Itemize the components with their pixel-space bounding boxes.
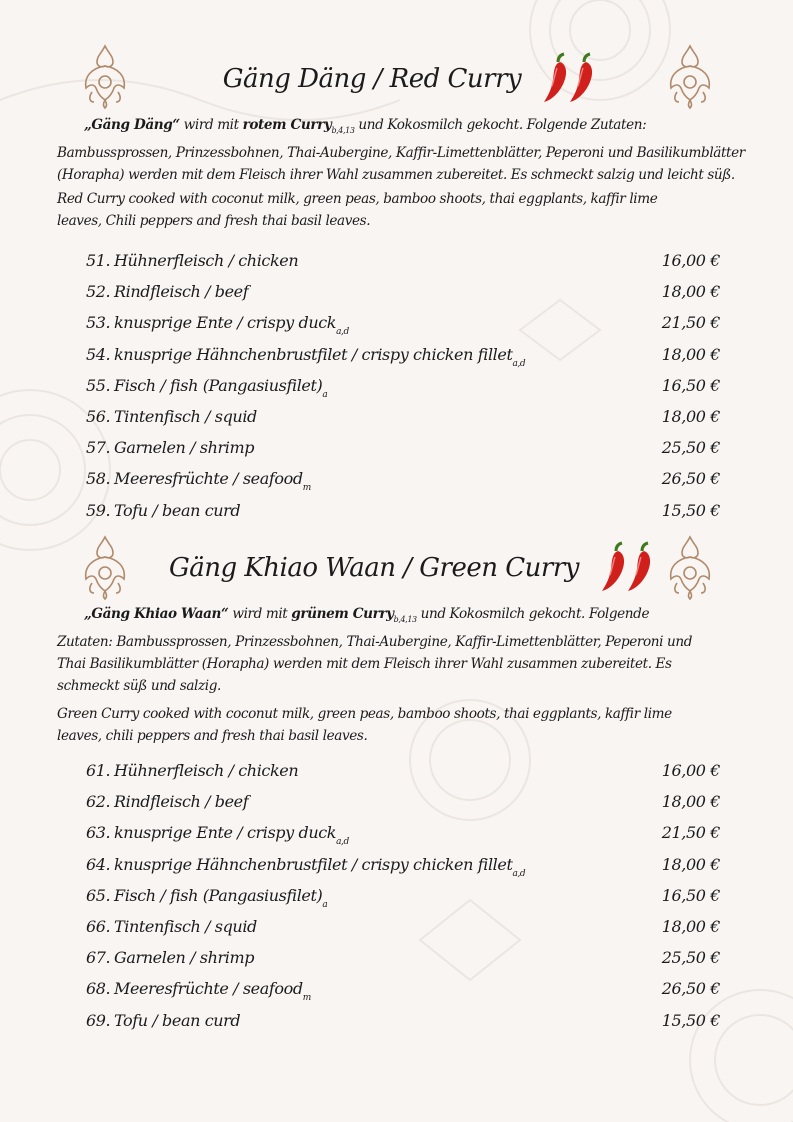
item-number: 55. [86, 375, 111, 395]
item-name: Meeresfrüchte / seafood [114, 979, 303, 999]
item-price: 18,00 € [661, 854, 720, 874]
item-name: Garnelen / shrimp [114, 948, 255, 968]
menu-item [86, 376, 720, 402]
description-german [57, 114, 747, 186]
item-name: knusprige Ente / crispy duck [114, 823, 337, 843]
item-number: 58. [86, 469, 111, 489]
item-name: Fisch / fish (Pangasiusfilet) [114, 375, 323, 395]
item-name: Tofu / bean curd [114, 1010, 241, 1030]
item-price: 15,50 € [661, 1010, 720, 1030]
chili-pepper-icon [598, 541, 664, 595]
item-price: 18,00 € [661, 282, 720, 302]
menu-item [86, 345, 720, 371]
item-number: 57. [86, 438, 111, 458]
menu-item [86, 438, 720, 464]
item-number: 54. [86, 344, 111, 364]
item-price: 16,00 € [661, 761, 720, 780]
item-price: 21,50 € [661, 823, 720, 843]
allergen-code: a,d [336, 327, 349, 338]
desc-text: und Kokosmilch gekocht. Folgende Zutaten: Bambussprossen, Prinzessbohnen, Thai-Aubergine, Kaffir-Limettenblätter, Peperoni und Thai Basilikumblätter (Horapha) werden mit dem Fleisch ihrer Wahl zusammen zubereitet. Es schmeckt süß und salzig. [57, 606, 693, 694]
description-english: Green Curry cooked with coconut milk, green peas, bamboo shoots, thai eggplants, kaffir lime leaves, chili peppers and fresh thai basil leaves. [57, 706, 672, 744]
item-name: Fisch / fish (Pangasiusfilet) [114, 885, 323, 905]
allergen-code: a [322, 389, 328, 400]
allergen-code: b,4,13 [393, 615, 417, 624]
item-name: Hühnerfleisch / chicken [114, 251, 299, 270]
menu-item [86, 979, 720, 1005]
menu-item [86, 282, 720, 308]
item-name: Tofu / bean curd [114, 500, 241, 520]
item-price: 26,50 € [661, 979, 720, 999]
menu-item [86, 501, 720, 527]
item-name: Rindfleisch / beef [114, 282, 249, 302]
item-price: 16,00 € [661, 251, 720, 270]
item-price: 16,50 € [661, 885, 720, 905]
desc-text: und Kokosmilch gekocht. Folgende Zutaten: Bambussprossen, Prinzessbohnen, Thai-Aubergine, Kaffir-Limettenblätter, Peperoni und Basilikumblätter (Horapha) werden mit dem Fleisch ihrer Wahl zusammen zubereitet. Es schmeckt salzig und leicht süß. [57, 117, 745, 183]
item-name: Meeresfrüchte / seafood [114, 469, 303, 489]
dish-name: „Gäng Däng“ [84, 117, 180, 133]
section-title: Gäng Khiao Waan / Green Curry [168, 553, 579, 583]
item-number: 65. [86, 885, 111, 905]
item-price: 18,00 € [661, 344, 720, 364]
item-price: 15,50 € [661, 500, 720, 520]
menu-item [86, 407, 720, 433]
item-number: 68. [86, 979, 111, 999]
menu-item [86, 886, 720, 912]
item-price: 25,50 € [661, 438, 720, 458]
allergen-code: a,d [336, 837, 349, 848]
menu-item [86, 469, 720, 495]
item-name: Garnelen / shrimp [114, 438, 255, 458]
curry-type: rotem Curry [242, 117, 332, 133]
item-name: Tintenfisch / squid [114, 407, 257, 426]
desc-text: wird mit [179, 117, 243, 133]
desc-text: wird mit [228, 606, 292, 622]
item-price: 18,00 € [661, 792, 720, 812]
description-german [57, 603, 697, 697]
section-header [0, 541, 793, 595]
allergen-code: m [302, 993, 311, 1004]
dish-name: „Gäng Khiao Waan“ [84, 606, 229, 622]
section-header [0, 52, 793, 106]
menu-item [86, 1011, 720, 1037]
item-price: 18,00 € [661, 407, 720, 426]
allergen-code: m [302, 483, 311, 494]
item-price: 16,50 € [661, 375, 720, 395]
allergen-code: a,d [512, 868, 526, 879]
item-number: 53. [86, 313, 111, 333]
item-name: Tintenfisch / squid [114, 917, 257, 936]
item-number: 62. [86, 792, 111, 812]
item-price: 21,50 € [661, 313, 720, 333]
menu-item [86, 855, 720, 881]
description-english: Red Curry cooked with coconut milk, green peas, bamboo shoots, thai eggplants, kaffir lime leaves, Chili peppers and fresh thai basil leaves. [57, 191, 658, 229]
item-name: Hühnerfleisch / chicken [114, 761, 299, 780]
item-number: 63. [86, 823, 111, 843]
item-price: 25,50 € [661, 948, 720, 968]
chili-pepper-icon [540, 52, 606, 106]
item-price: 26,50 € [661, 469, 720, 489]
item-number: 64. [86, 854, 111, 874]
item-name: knusprige Hähnchenbrustfilet / crispy chicken fillet [114, 854, 513, 874]
item-name: knusprige Ente / crispy duck [114, 313, 337, 333]
allergen-code: a,d [512, 358, 526, 369]
allergen-code: a [322, 899, 328, 910]
menu-item [86, 792, 720, 818]
menu-item [86, 823, 720, 849]
item-number: 56. [86, 407, 111, 426]
item-number: 66. [86, 917, 111, 936]
item-number: 61. [86, 761, 111, 780]
item-number: 51. [86, 251, 111, 270]
item-price: 18,00 € [661, 917, 720, 936]
item-number: 67. [86, 948, 111, 968]
curry-type: grünem Curry [291, 606, 394, 622]
item-name: Rindfleisch / beef [114, 792, 249, 812]
menu-item [86, 313, 720, 339]
item-number: 69. [86, 1010, 111, 1030]
item-name: knusprige Hähnchenbrustfilet / crispy chicken fillet [114, 344, 513, 364]
menu-item [86, 917, 720, 943]
allergen-code: b,4,13 [331, 126, 355, 135]
menu-item [86, 251, 720, 277]
menu-item [86, 761, 720, 787]
item-number: 59. [86, 500, 111, 520]
item-number: 52. [86, 282, 111, 302]
menu-item [86, 948, 720, 974]
section-title: Gäng Däng / Red Curry [222, 64, 522, 94]
